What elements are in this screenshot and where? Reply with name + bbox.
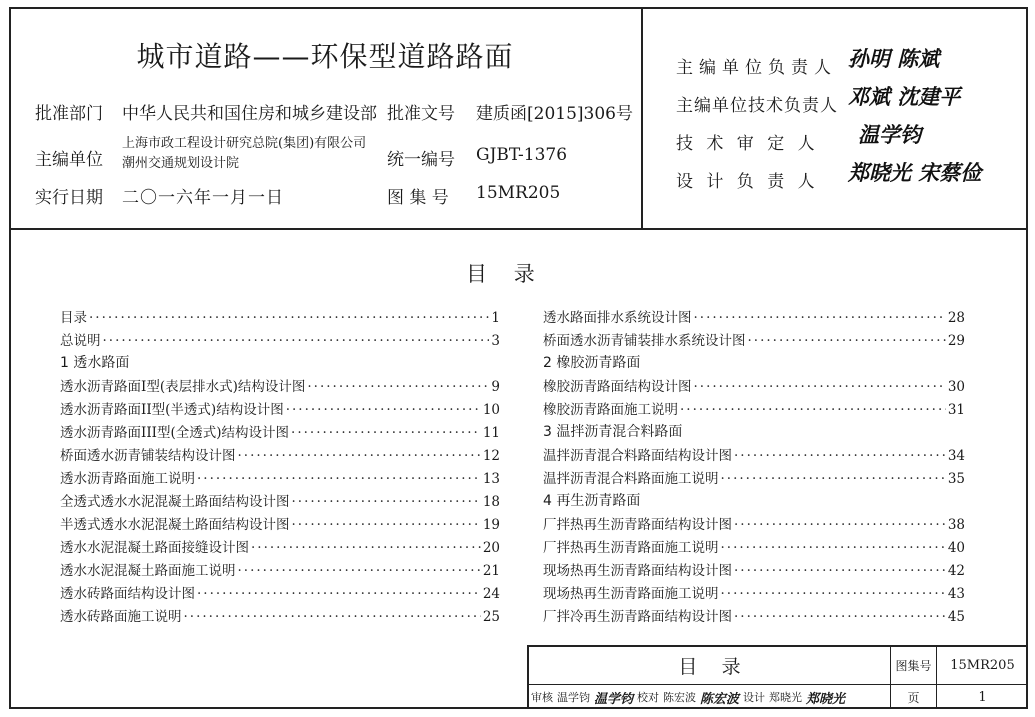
toc-entry-title: 温拌沥青混合料路面结构设计图 — [543, 448, 732, 464]
header-info — [9, 7, 641, 229]
toc-section-heading: 2 橡胶沥青路面 — [543, 355, 641, 371]
toc-entry[interactable] — [60, 582, 500, 604]
toc-leader-dots — [292, 494, 481, 510]
toc-entry-page: 18 — [482, 494, 500, 510]
role-design-lead: 设 计 负 责 人 — [676, 172, 819, 192]
toc-entry-title: 透水沥青路面I型(表层排水式)结构设计图 — [60, 379, 306, 395]
toc-entry[interactable] — [60, 444, 500, 466]
toc-entry-title: 透水水泥混凝土路面施工说明 — [60, 563, 236, 579]
toc-leader-dots — [238, 563, 481, 579]
toc-entry-page: 19 — [482, 517, 500, 533]
toc-entry[interactable] — [60, 490, 500, 512]
toc-entry-page: 12 — [482, 448, 500, 464]
toc-entry[interactable] — [60, 467, 500, 489]
toc-entry-page: 34 — [947, 448, 965, 464]
toc-entry-page: 31 — [947, 402, 965, 418]
toc-leader-dots — [103, 333, 490, 349]
review-label: 审核 — [531, 691, 553, 704]
toc-entry[interactable] — [60, 421, 500, 443]
toc-leader-dots — [307, 379, 489, 395]
toc-entry-title: 现场热再生沥青路面结构设计图 — [543, 563, 732, 579]
toc-leader-dots — [286, 402, 481, 418]
toc-entry[interactable] — [543, 467, 965, 489]
approval-dept-label: 批准部门 — [35, 104, 103, 124]
toc-entry-page: 13 — [482, 471, 500, 487]
toc-entry-title: 厂拌冷再生沥青路面结构设计图 — [543, 609, 732, 625]
toc-leader-dots — [251, 540, 481, 556]
effective-date-label: 实行日期 — [35, 188, 103, 208]
toc-entry-title: 温拌沥青混合料路面施工说明 — [543, 471, 719, 487]
toc-leader-dots — [734, 517, 946, 533]
toc-entry[interactable] — [60, 329, 500, 351]
toc-leader-dots — [734, 563, 946, 579]
toc-entry[interactable] — [60, 605, 500, 627]
toc-entry-page: 3 — [491, 333, 500, 349]
role-chief-unit-tech-head: 主编单位技术负责人 — [676, 96, 838, 116]
signature-3: 温学钧 — [858, 122, 921, 147]
toc-entry[interactable] — [60, 559, 500, 581]
title-block-name: 目 录 — [678, 656, 741, 678]
toc-entry[interactable] — [543, 605, 965, 627]
toc-leader-dots — [89, 310, 489, 326]
toc-leader-dots — [734, 448, 946, 464]
signature-1: 孙明 陈斌 — [848, 46, 940, 71]
toc-entry-page: 28 — [947, 310, 965, 326]
chief-unit-label: 主编单位 — [35, 150, 103, 170]
role-tech-reviewer: 技 术 审 定 人 — [676, 134, 819, 154]
title-block-page-label: 页 — [907, 690, 920, 705]
toc-entry-page: 9 — [491, 379, 500, 395]
toc-entry-title: 桥面透水沥青铺装结构设计图 — [60, 448, 236, 464]
toc-entry-page: 42 — [947, 563, 965, 579]
toc-entry-title: 目录 — [60, 310, 87, 326]
toc-entry-title: 全透式透水水泥混凝土路面结构设计图 — [60, 494, 290, 510]
chief-unit-1: 上海市政工程设计研究总院(集团)有限公司 — [122, 136, 367, 151]
signature-4: 郑晓光 宋蔡俭 — [848, 160, 982, 185]
toc-leader-dots — [734, 609, 946, 625]
toc-section-heading: 1 透水路面 — [60, 355, 130, 371]
checker-name: 陈宏波 — [663, 691, 697, 704]
toc-leader-dots — [184, 609, 481, 625]
toc-leader-dots — [291, 425, 481, 441]
chief-unit-2: 潮州交通规划设计院 — [122, 156, 240, 171]
toc-entry-title: 现场热再生沥青路面施工说明 — [543, 586, 719, 602]
toc-entry-title: 总说明 — [60, 333, 101, 349]
toc-entry-page: 35 — [947, 471, 965, 487]
atlas-no: 15MR205 — [476, 183, 561, 203]
approval-doc: 建质函[2015]306号 — [476, 104, 633, 124]
toc-entry-title: 橡胶沥青路面结构设计图 — [543, 379, 692, 395]
toc-leader-dots — [721, 540, 946, 556]
toc-section-heading: 3 温拌沥青混合料路面 — [543, 424, 683, 440]
toc-entry-title: 透水沥青路面施工说明 — [60, 471, 195, 487]
toc-entry-page: 40 — [947, 540, 965, 556]
title-block — [527, 645, 1028, 709]
toc-entry-title: 透水沥青路面III型(全透式)结构设计图 — [60, 425, 290, 441]
toc-entry[interactable] — [543, 375, 965, 397]
toc-leader-dots — [721, 586, 946, 602]
designer-sign: 郑晓光 — [806, 691, 846, 707]
main-title: 城市道路——环保型道路路面 — [136, 40, 514, 73]
toc-entry-title: 透水砖路面施工说明 — [60, 609, 182, 625]
effective-date: 二〇一六年一月一日 — [122, 188, 284, 208]
title-block-atlas-label: 图集号 — [895, 659, 932, 673]
toc-entry-page: 29 — [947, 333, 965, 349]
title-block-approvals — [529, 685, 890, 709]
toc-entry-page: 20 — [482, 540, 500, 556]
signature-panel — [641, 7, 1028, 229]
toc-entry[interactable] — [543, 513, 965, 535]
toc-entry-title: 橡胶沥青路面施工说明 — [543, 402, 678, 418]
reviewer-sign: 温学钧 — [594, 691, 634, 707]
toc-entry-page: 21 — [482, 563, 500, 579]
toc-leader-dots — [197, 471, 481, 487]
toc-entry-page: 10 — [482, 402, 500, 418]
toc-entry[interactable] — [543, 329, 965, 351]
checker-sign: 陈宏波 — [700, 691, 740, 707]
toc-entry-page: 30 — [947, 379, 965, 395]
toc-entry-title: 透水沥青路面II型(半透式)结构设计图 — [60, 402, 284, 418]
approval-dept: 中华人民共和国住房和城乡建设部 — [122, 104, 377, 124]
atlas-no-label: 图 集 号 — [387, 188, 449, 208]
toc-leader-dots — [292, 517, 481, 533]
toc-entry[interactable] — [60, 398, 500, 420]
toc-entry-title: 半透式透水水泥混凝土路面结构设计图 — [60, 517, 290, 533]
toc-entry[interactable] — [543, 582, 965, 604]
toc-leader-dots — [197, 586, 481, 602]
toc-entry-page: 43 — [947, 586, 965, 602]
toc-entry-page: 38 — [947, 517, 965, 533]
toc-entry-title: 透水砖路面结构设计图 — [60, 586, 195, 602]
unified-no-label: 统一编号 — [387, 150, 455, 170]
toc-leader-dots — [694, 379, 946, 395]
toc-leader-dots — [748, 333, 946, 349]
toc-entry[interactable] — [60, 375, 500, 397]
toc-entry[interactable] — [543, 559, 965, 581]
title-block-atlas-value: 15MR205 — [950, 658, 1015, 673]
toc-entry-title: 桥面透水沥青铺装排水系统设计图 — [543, 333, 746, 349]
header-divider — [9, 228, 1028, 230]
reviewer-name: 温学钧 — [557, 691, 590, 704]
signature-2: 邓斌 沈建平 — [848, 84, 961, 109]
toc-entry-page: 11 — [482, 425, 500, 441]
check-label: 校对 — [637, 691, 660, 704]
toc-entry-title: 厂拌热再生沥青路面结构设计图 — [543, 517, 732, 533]
designer-name: 郑晓光 — [769, 691, 803, 704]
toc-entry-page: 24 — [482, 586, 500, 602]
toc-entry[interactable] — [60, 306, 500, 328]
toc-entry[interactable] — [60, 513, 500, 535]
toc-leader-dots — [694, 310, 946, 326]
toc-entry-page: 45 — [947, 609, 965, 625]
toc-entry-title: 厂拌热再生沥青路面施工说明 — [543, 540, 719, 556]
toc-entry-title: 透水路面排水系统设计图 — [543, 310, 692, 326]
toc-leader-dots — [721, 471, 946, 487]
toc-entry[interactable] — [543, 398, 965, 420]
toc-entry-page: 25 — [482, 609, 500, 625]
unified-no: GJBT-1376 — [476, 145, 568, 165]
toc-entry[interactable] — [60, 536, 500, 558]
toc-entry[interactable] — [543, 536, 965, 558]
toc-entry[interactable] — [543, 306, 965, 328]
toc-leader-dots — [238, 448, 481, 464]
toc-entry[interactable] — [543, 444, 965, 466]
design-label: 设计 — [743, 691, 766, 704]
role-chief-unit-head: 主编单位负责人 — [676, 58, 837, 78]
toc-leader-dots — [680, 402, 946, 418]
title-block-page-value: 1 — [978, 689, 987, 705]
toc-heading: 目 录 — [466, 262, 535, 286]
approval-doc-label: 批准文号 — [387, 104, 455, 124]
toc-section-heading: 4 再生沥青路面 — [543, 493, 641, 509]
toc-entry-title: 透水水泥混凝土路面接缝设计图 — [60, 540, 249, 556]
toc-entry-page: 1 — [491, 310, 500, 326]
